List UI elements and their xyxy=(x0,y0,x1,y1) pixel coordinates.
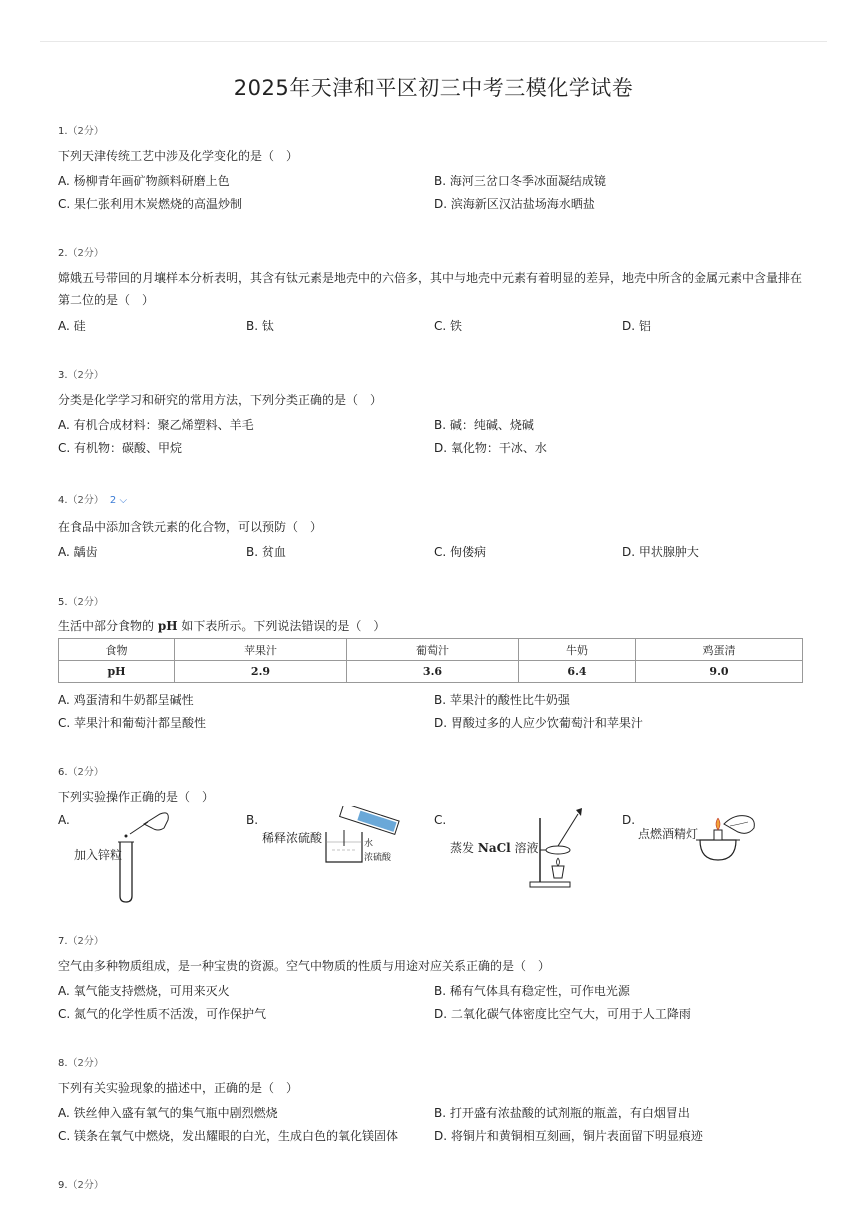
question-8-option-b[interactable]: B. 打开盛有浓盐酸的试剂瓶的瓶盖，有白烟冒出 xyxy=(434,1106,690,1120)
question-number: 8. xyxy=(58,1058,68,1069)
question-7-stem: 空气由多种物质组成，是一种宝贵的资源。空气中物质的性质与用途对应关系正确的是（ ） xyxy=(58,959,551,973)
question-7-header xyxy=(58,932,104,947)
question-5-header xyxy=(58,593,104,608)
question-7-option-d[interactable]: D. 二氧化碳气体密度比空气大，可用于人工降雨 xyxy=(434,1007,691,1021)
question-5-option-c[interactable]: C. 苹果汁和葡萄汁都呈酸性 xyxy=(58,716,207,730)
question-4-stem: 在食品中添加含铁元素的化合物，可以预防（ ） xyxy=(58,520,323,534)
figure-b-water-label: 水 xyxy=(364,839,374,849)
question-8-option-d[interactable]: D. 将铜片和黄铜相互刻画，铜片表面留下明显痕迹 xyxy=(434,1129,703,1143)
question-1-option-a[interactable]: A. 杨柳青年画矿物颜料研磨上色 xyxy=(58,174,230,188)
question-number: 2. xyxy=(58,248,68,259)
question-5-option-d[interactable]: D. 胃酸过多的人应少饮葡萄汁和苹果汁 xyxy=(434,716,643,730)
question-2-stem: 嫦娥五号带回的月壤样本分析表明，其含有钛元素是地壳中的六倍多，其中与地壳中元素有着明显的差异，地壳中所含的金属元素中含量排在第二位的是（ ） xyxy=(58,271,803,307)
question-score: （2分） xyxy=(67,1180,104,1191)
stem-text: 如下表所示。下列说法错误的是（ ） xyxy=(181,619,386,633)
page-title: 2025年天津和平区初三中考三模化学试卷 xyxy=(233,76,634,100)
question-7-option-b[interactable]: B. 稀有气体具有稳定性，可作电光源 xyxy=(434,984,630,998)
question-1-option-c[interactable]: C. 果仁张利用木炭燃烧的高温炒制 xyxy=(58,197,243,211)
figure-c-nacl: NaCl xyxy=(477,841,511,855)
figure-a-label: 加入锌粒 xyxy=(74,848,123,862)
question-score: （2分） xyxy=(67,1058,104,1069)
question-score: （2分） xyxy=(67,495,104,506)
question-3-header xyxy=(58,366,104,381)
question-1-header xyxy=(58,122,104,137)
question-3-option-a[interactable]: A. 有机合成材料：聚乙烯塑料、羊毛 xyxy=(58,418,254,432)
question-8-stem: 下列有关实验现象的描述中，正确的是（ ） xyxy=(58,1081,299,1095)
question-6-option-c[interactable]: C. xyxy=(434,813,447,827)
table-cell: 2.9 xyxy=(175,661,347,683)
question-6-header xyxy=(58,763,104,778)
figure-light-lamp xyxy=(690,806,762,864)
question-score: （2分） xyxy=(67,597,104,608)
question-1-option-b[interactable]: B. 海河三岔口冬季冰面凝结成镜 xyxy=(434,174,606,188)
question-6-option-d[interactable]: D. xyxy=(622,813,636,827)
question-5-option-b[interactable]: B. 苹果汁的酸性比牛奶强 xyxy=(434,693,570,707)
question-8-option-a[interactable]: A. 铁丝伸入盛有氧气的集气瓶中剧烈燃烧 xyxy=(58,1106,278,1120)
question-score: （2分） xyxy=(67,126,104,137)
figure-b-acid-label: 浓硫酸 xyxy=(364,853,392,863)
table-cell: 9.0 xyxy=(636,661,803,683)
figure-dilute-acid xyxy=(318,806,408,868)
question-6-stem: 下列实验操作正确的是（ ） xyxy=(58,790,215,804)
table-header-row xyxy=(59,639,803,661)
question-3-stem: 分类是化学学习和研究的常用方法，下列分类正确的是（ ） xyxy=(58,393,383,407)
question-2-option-a[interactable]: A. 硅 xyxy=(58,319,86,333)
figure-c-label xyxy=(450,839,539,856)
question-2-option-d[interactable]: D. 铝 xyxy=(622,319,651,333)
question-6-option-a[interactable]: A. xyxy=(58,813,70,827)
table-header-cell: 葡萄汁 xyxy=(347,639,519,661)
question-4-header xyxy=(58,491,127,506)
question-2-header xyxy=(58,244,104,259)
table-header-cell: 鸡蛋清 xyxy=(636,639,803,661)
figure-d-label: 点燃酒精灯 xyxy=(638,827,699,841)
question-score: （2分） xyxy=(67,936,104,947)
table-cell: 3.6 xyxy=(347,661,519,683)
stem-text: 生活中部分食物的 xyxy=(58,619,155,633)
question-3-option-b[interactable]: B. 碱：纯碱、烧碱 xyxy=(434,418,534,432)
question-6-option-b[interactable]: B. xyxy=(246,813,259,827)
table-header-cell: 苹果汁 xyxy=(175,639,347,661)
table-cell: pH xyxy=(59,661,175,683)
ph-table xyxy=(58,638,803,683)
question-7-option-a[interactable]: A. 氧气能支持燃烧，可用来灭火 xyxy=(58,984,230,998)
table-header-cell: 牛奶 xyxy=(519,639,636,661)
question-number: 3. xyxy=(58,370,68,381)
question-3-option-c[interactable]: C. 有机物：碳酸、甲烷 xyxy=(58,441,183,455)
figure-c-suffix: 溶液 xyxy=(514,841,539,855)
question-number: 1. xyxy=(58,126,68,137)
question-5-option-a[interactable]: A. 鸡蛋清和牛奶都呈碱性 xyxy=(58,693,194,707)
question-number: 5. xyxy=(58,597,68,608)
table-row xyxy=(59,661,803,683)
question-5-stem xyxy=(58,615,808,637)
question-2-option-c[interactable]: C. 铁 xyxy=(434,319,463,333)
question-2-option-b[interactable]: B. 钛 xyxy=(246,319,274,333)
question-4-option-d[interactable]: D. 甲状腺肿大 xyxy=(622,545,699,559)
question-number: 9. xyxy=(58,1180,68,1191)
question-7-option-c[interactable]: C. 氮气的化学性质不活泼，可作保护气 xyxy=(58,1007,267,1021)
question-score: （2分） xyxy=(67,370,104,381)
stem-ph: pH xyxy=(157,619,178,633)
question-9-header xyxy=(58,1176,104,1191)
top-divider xyxy=(40,41,827,42)
figure-b-label: 稀释浓硫酸 xyxy=(262,831,323,845)
question-number: 7. xyxy=(58,936,68,947)
question-score: （2分） xyxy=(67,248,104,259)
question-1-stem: 下列天津传统工艺中涉及化学变化的是（ ） xyxy=(58,149,299,163)
question-score: （2分） xyxy=(67,767,104,778)
question-3-option-d[interactable]: D. 氧化物：干冰、水 xyxy=(434,441,547,455)
expand-badge[interactable]: 2 ⌵ xyxy=(109,495,128,506)
table-cell: 6.4 xyxy=(519,661,636,683)
question-number: 6. xyxy=(58,767,68,778)
question-number: 4. xyxy=(58,495,68,506)
question-8-header xyxy=(58,1054,104,1069)
question-4-option-a[interactable]: A. 龋齿 xyxy=(58,545,98,559)
question-4-option-c[interactable]: C. 佝偻病 xyxy=(434,545,487,559)
question-1-option-d[interactable]: D. 滨海新区汉沽盐场海水晒盐 xyxy=(434,197,595,211)
question-8-option-c[interactable]: C. 镁条在氧气中燃烧，发出耀眼的白光，生成白色的氧化镁固体 xyxy=(58,1129,399,1143)
table-header-cell: 食物 xyxy=(59,639,175,661)
question-4-option-b[interactable]: B. 贫血 xyxy=(246,545,286,559)
figure-c-prefix: 蒸发 xyxy=(450,841,475,855)
